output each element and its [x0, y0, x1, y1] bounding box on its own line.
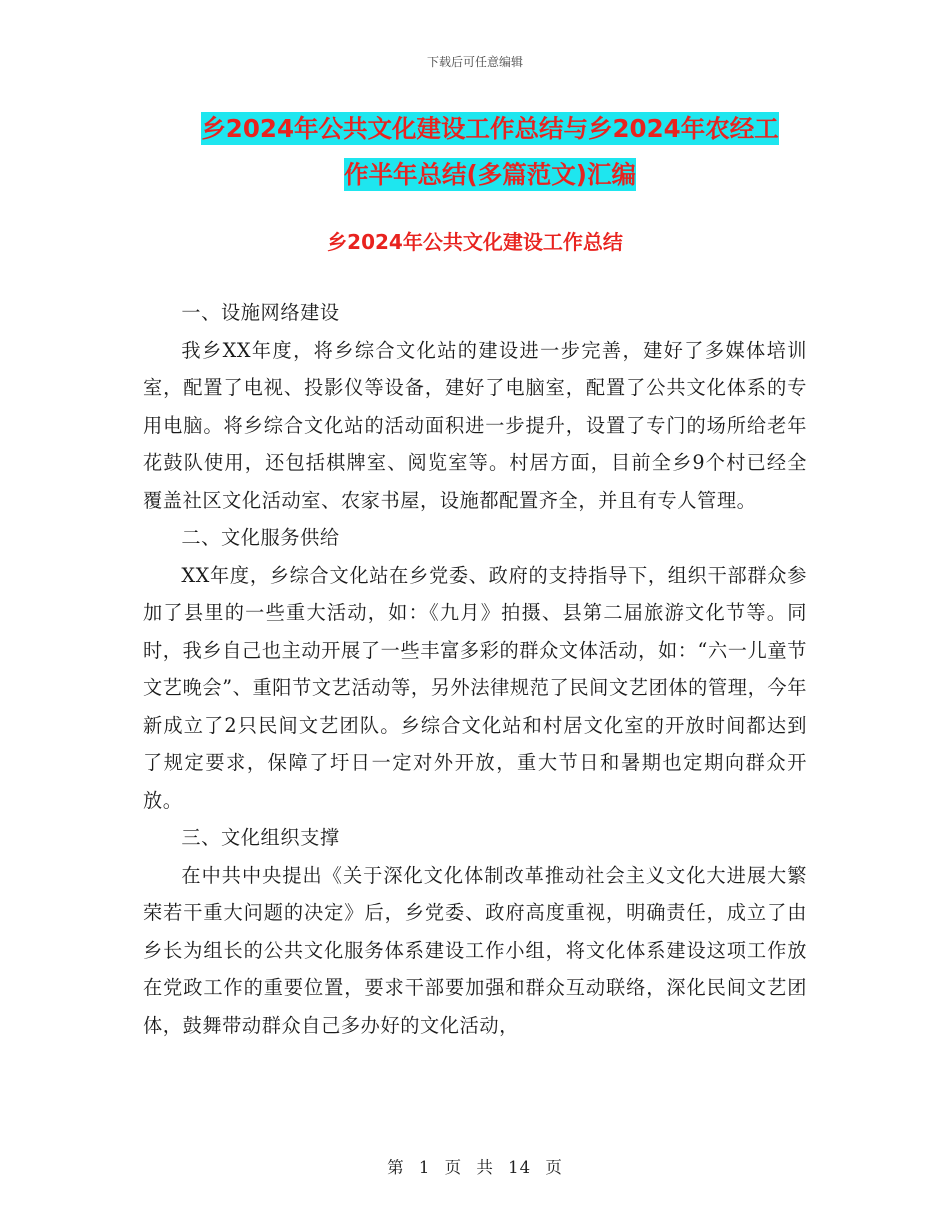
- heading-services: 二、文化服务供给: [181, 526, 340, 549]
- footer-page-number: 1: [418, 1158, 431, 1177]
- section-title: 乡2024年公共文化建设工作总结: [327, 230, 623, 254]
- document-title-line-2: 作半年总结(多篇范文)汇编: [344, 160, 636, 189]
- heading-facilities: 一、设施网络建设: [181, 301, 340, 324]
- header-note: 下载后可任意编辑: [426, 55, 523, 69]
- footer-suffix: 页: [545, 1158, 563, 1177]
- document-title: [180, 106, 800, 198]
- footer-total-pages: 14: [508, 1158, 532, 1177]
- footer-page-label: 页: [444, 1158, 463, 1177]
- document-body: [143, 294, 807, 1044]
- paragraph-facilities: 我乡XX年度，将乡综合文化站的建设进一步完善，建好了多媒体培训室，配置了电视、投影仪等设备，建好了电脑室，配置了公共文化体系的专用电脑。将乡综合文化站的活动面积进一步提升，设置了专门的场所给老年花鼓队使用，还包括棋牌室、阅览室等。村居方面，目前全乡9个村已经全覆盖社区文化活动室、农家书屋，设施都配置齐全，并且有专人管理。: [143, 338, 807, 512]
- page-footer: [0, 1154, 950, 1178]
- footer-prefix: 第: [387, 1158, 405, 1177]
- document-title-line-1: 乡2024年公共文化建设工作总结与乡2024年农经工: [201, 114, 779, 143]
- footer-total-label: 共: [476, 1158, 494, 1177]
- paragraph-organization: 在中共中央提出《关于深化文化体制改革推动社会主义文化大进展大繁荣若干重大问题的决定》后，乡党委、政府高度重视，明确责任，成立了由乡长为组长的公共文化服务体系建设工作小组，将文化体系建设这项工作放在党政工作的重要位置，要求干部要加强和群众互动联络，深化民间文艺团体，鼓舞带动群众自己多办好的文化活动，: [143, 863, 807, 1037]
- paragraph-services: XX年度，乡综合文化站在乡党委、政府的支持指导下，组织干部群众参加了县里的一些重大活动，如：《九月》拍摄、县第二届旅游文化节等。同时，我乡自己也主动开展了一些丰富多彩的群众文体活动，如：“六一儿童节文艺晚会”、重阳节文艺活动等，另外法律规范了民间文艺团体的管理，今年新成立了2只民间文艺团队。乡综合文化站和村居文化室的开放时间都达到了规定要求，保障了圩日一定对外开放，重大节日和暑期也定期向群众开放。: [143, 563, 807, 812]
- heading-organization: 三、文化组织支撑: [181, 826, 340, 849]
